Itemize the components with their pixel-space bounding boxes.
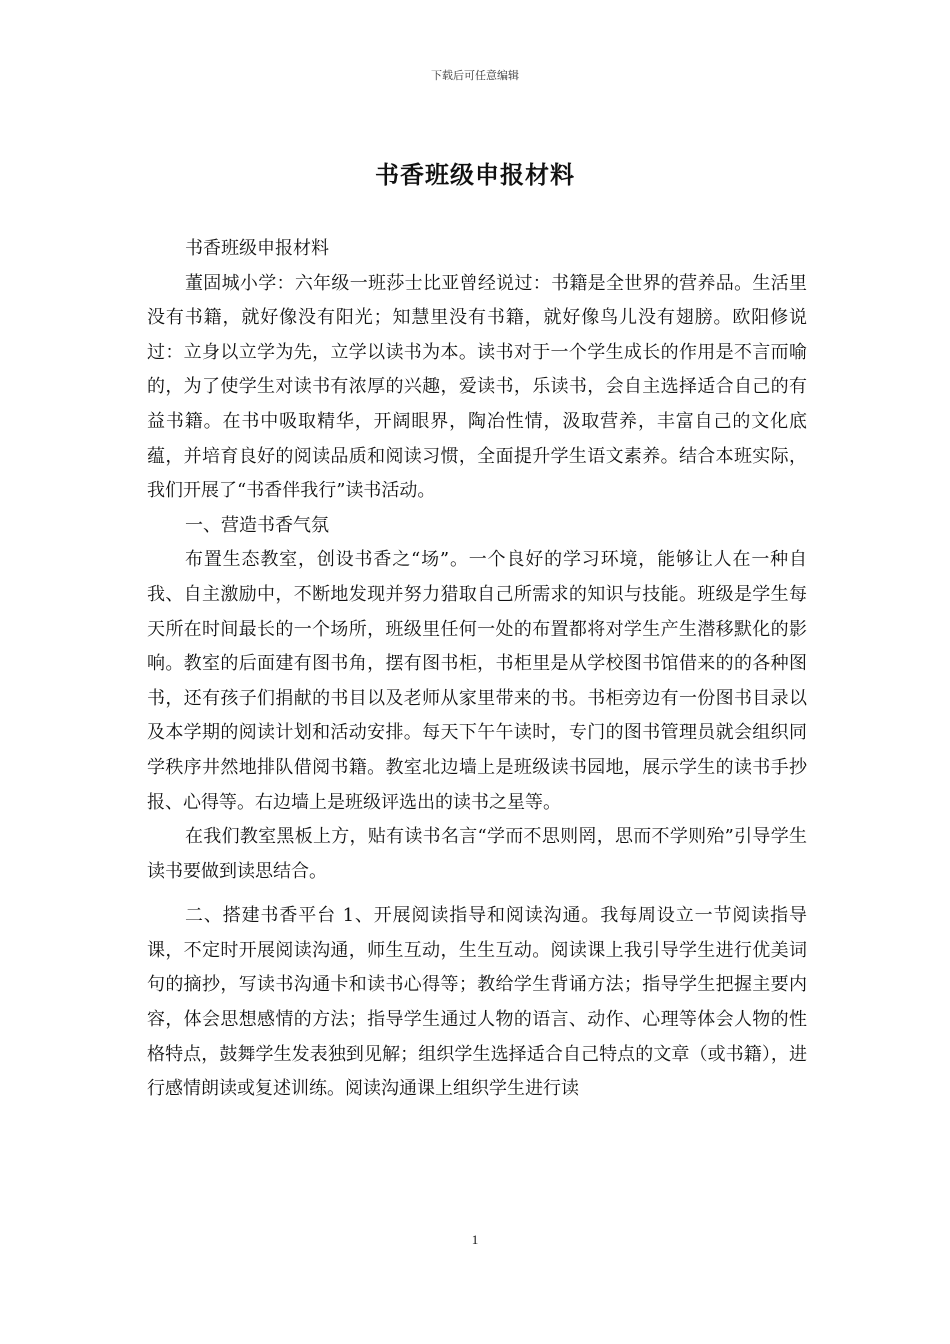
body-paragraph: 书香班级申报材料 [185,238,329,259]
document-title: 书香班级申报材料 [375,161,575,189]
body-paragraph: 董固城小学：六年级一班莎士比亚曾经说过：书籍是全世界的营养品。生活里没有书籍，就好像没有阳光；知慧里没有书籍，就好像鸟儿没有翅膀。欧阳修说过：立身以立学为先，立学以读书为本。读书对于一个学生成长的作用是不言而喻的，为了使学生对读书有浓厚的兴趣，爱读书，乐读书，会自主选择适合自己的有益书籍。在书中吸取精华，开阔眼界，陶冶性情，汲取营养，丰富自己的文化底蕴，并培育良好的阅读品质和阅读习惯，全面提升学生语文素养。结合本班实际，我们开展了“书香伴我行”读书活动。 [147,272,807,502]
document-body [147,232,807,1107]
body-paragraph: 在我们教室黑板上方，贴有读书名言“学而不思则罔，思而不学则殆”引导学生读书要做到读思结合。 [147,826,807,882]
header-note: 下载后可任意编辑 [431,69,519,82]
section-heading: 一、营造书香气氛 [185,514,329,536]
body-paragraph: 二、搭建书香平台 1、开展阅读指导和阅读沟通。我每周设立一节阅读指导课，不定时开展阅读沟通，师生互动，生生互动。阅读课上我引导学生进行优美词句的摘抄，写读书沟通卡和读书心得等；教给学生背诵方法；指导学生把握主要内容，体会思想感情的方法；指导学生通过人物的语言、动作、心理等体会人物的性格特点，鼓舞学生发表独到见解；组织学生选择适合自己特点的文章（或书籍），进行感情朗读或复述训练。阅读沟通课上组织学生进行读 [147,905,807,1100]
body-paragraph: 布置生态教室，创设书香之“场”。一个良好的学习环境，能够让人在一种自我、自主激励中，不断地发现并努力猎取自己所需求的知识与技能。班级是学生每天所在时间最长的一个场所，班级里任何一处的布置都将对学生产生潜移默化的影响。教室的后面建有图书角，摆有图书柜，书柜里是从学校图书馆借来的的各种图书，还有孩子们捐献的书目以及老师从家里带来的书。书柜旁边有一份图书目录以及本学期的阅读计划和活动安排。每天下午午读时，专门的图书管理员就会组织同学秩序井然地排队借阅书籍。教室北边墙上是班级读书园地，展示学生的读书手抄报、心得等。右边墙上是班级评选出的读书之星等。 [147,549,807,813]
page-number: 1 [471,1232,479,1247]
